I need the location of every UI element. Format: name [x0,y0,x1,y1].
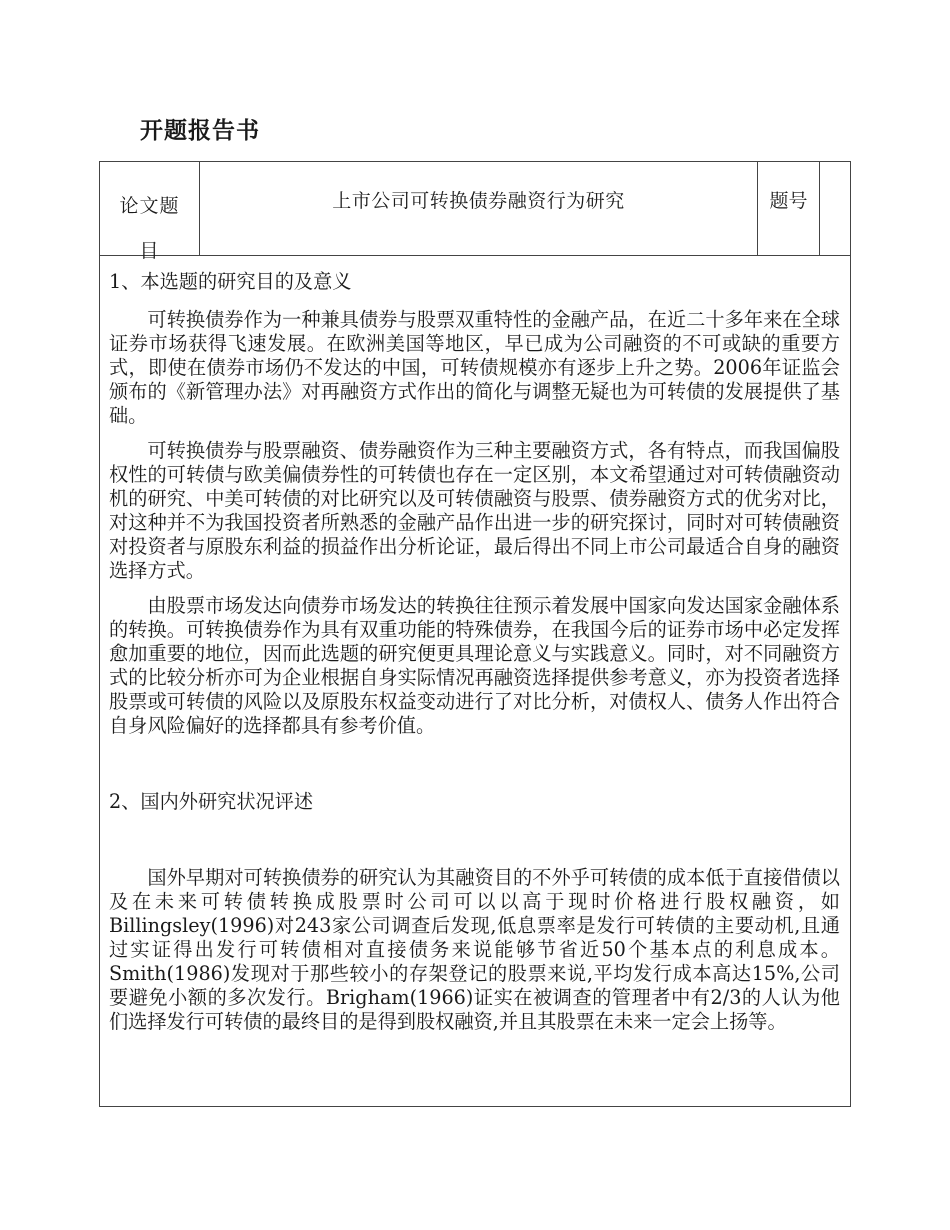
number-label: 题号 [758,162,820,255]
topic-value: 上市公司可转换债券融资行为研究 [200,162,758,255]
paragraph: 可转换债券作为一种兼具债券与股票双重特性的金融产品，在近二十多年来在全球证券市场获得飞速发展。在欧洲美国等地区，早已成为公司融资的不可或缺的重要方式，即使在债券市场仍不发达的中国，可转债规模亦有逐步上升之势。2006年证监会颁布的《新管理办法》对再融资方式作出的简化与调整无疑也为可转债的发展提供了基础。 [109,308,840,427]
report-content [100,256,850,1034]
number-value [820,162,852,255]
page-title: 开题报告书 [140,117,260,144]
paragraph: 可转换债券与股票融资、债券融资作为三种主要融资方式，各有特点，而我国偏股权性的可转债与欧美偏债券性的可转债也存在一定区别，本文希望通过对可转债融资动机的研究、中美可转债的对比研究以及可转债融资与股票、债券融资方式的优劣对比，对这种并不为我国投资者所熟悉的金融产品作出进一步的研究探讨，同时对可转债融资对投资者与原股东利益的损益作出分析论证，最后得出不同上市公司最适合自身的融资选择方式。 [109,439,840,582]
paragraph: 国外早期对可转换债券的研究认为其融资目的不外乎可转债的成本低于直接借债以及在未来可转债转换成股票时公司可以以高于现时价格进行股权融资，如Billingsley(1996)对243家公司调查后发现,低息票率是发行可转债的主要动机,且通过实证得出发行可转债相对直接债务来说能够节省近50个基本点的利息成本。Smith(1986)发现对于那些较小的存架登记的股票来说,平均发行成本高达15%,公司要避免小额的多次发行。Brigham(1966)证实在被调查的管理者中有2/3的人认为他们选择发行可转债的最终目的是得到股权融资,并且其股票在未来一定会上扬等。 [109,866,840,1033]
section-heading-review: 2、国内外研究状况评述 [109,790,314,813]
title-row [100,162,850,262]
report-table [99,161,851,1107]
topic-label: 论文题目 [100,162,200,255]
paragraph: 由股票市场发达向债券市场发达的转换往往预示着发展中国家向发达国家金融体系的转换。可转换债券作为具有双重功能的特殊债券，在我国今后的证券市场中必定发挥愈加重要的地位，因而此选题的研究便更具理论意义与实践意义。同时，对不同融资方式的比较分析亦可为企业根据自身实际情况再融资选择提供参考意义，亦为投资者选择股票或可转债的风险以及原股东权益变动进行了对比分析，对债权人、债务人作出符合自身风险偏好的选择都具有参考价值。 [109,594,840,737]
section-heading-purpose: 1、本选题的研究目的及意义 [109,270,352,293]
